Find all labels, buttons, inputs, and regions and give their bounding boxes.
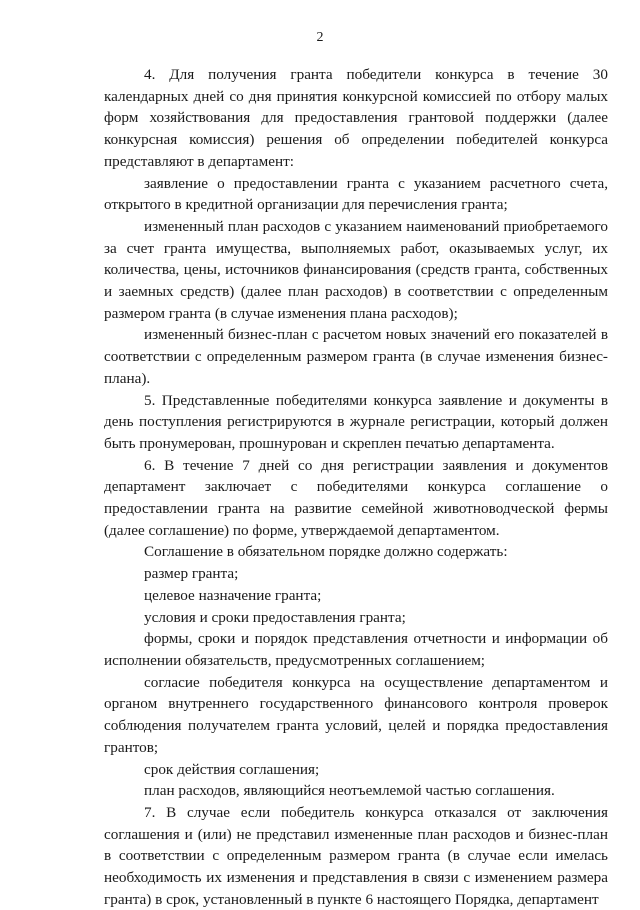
paragraph-item-6: 6. В течение 7 дней со дня регистрации заявления и документов департамент заключает с победителями конкурса соглашение о предоставлении гранта на развитие семейной животноводческой фермы (далее соглашение) по форме, утверждаемой департаментом. <box>104 456 608 539</box>
paragraph-application: заявление о предоставлении гранта с указанием расчетного счета, открытого в кредитной организации для перечисления гранта; <box>104 174 608 214</box>
list-item-conditions: условия и сроки предоставления гранта; <box>144 608 406 626</box>
document-body <box>104 64 608 910</box>
page-number: 2 <box>316 30 324 45</box>
list-item-expense-plan: план расходов, являющийся неотъемлемой частью соглашения. <box>144 782 555 800</box>
paragraph-item-4: 4. Для получения гранта победители конкурса в течение 30 календарных дней со дня принятия конкурсной комиссией по отбору малых форм хозяйствования для предоставления грантовой поддержки (далее конкурсная комиссия) решения об определении победителей конкурса представляют в департамент: <box>104 66 608 170</box>
paragraph-business-plan: измененный бизнес-план с расчетом новых значений его показателей в соответствии с определенным размером гранта (в случае изменения бизнес-плана). <box>104 326 608 387</box>
list-item-reporting: формы, сроки и порядок представления отчетности и информации об исполнении обязательств, предусмотренных соглашением; <box>104 630 608 669</box>
paragraph-item-5: 5. Представленные победителями конкурса заявление и документы в день поступления регистрируются в журнале регистрации, который должен быть пронумерован, прошнурован и скреплен печатью департамента. <box>104 391 608 452</box>
paragraph-expense-plan: измененный план расходов с указанием наименований приобретаемого за счет гранта имущества, выполняемых работ, оказываемых услуг, их количества, цены, источников финансирования (средств гранта, собственных и заемных средств) (далее план расходов) в соответствии с определенным размером гранта (в случае изменения плана расходов); <box>104 217 608 322</box>
list-item-consent: согласие победителя конкурса на осуществление департаментом и органом внутреннего государственного финансового контроля проверок соблюдения получателем гранта условий, целей и порядка предоставления грантов; <box>104 673 608 756</box>
list-item-term: срок действия соглашения; <box>144 760 320 778</box>
list-item-grant-size: размер гранта; <box>144 565 239 583</box>
paragraph-agreement-contents: Соглашение в обязательном порядке должно содержать: <box>144 543 508 561</box>
list-item-grant-purpose: целевое назначение гранта; <box>144 586 322 604</box>
paragraph-item-7: 7. В случае если победитель конкурса отказался от заключения соглашения и (или) не представил измененные план расходов и бизнес-план в соответствии с определенным размером гранта (в случае если имелась необходимость их изменения и представления в связи с изменением размера гранта) в срок, установленный в пункте 6 настоящего Порядка, департамент <box>104 803 608 908</box>
